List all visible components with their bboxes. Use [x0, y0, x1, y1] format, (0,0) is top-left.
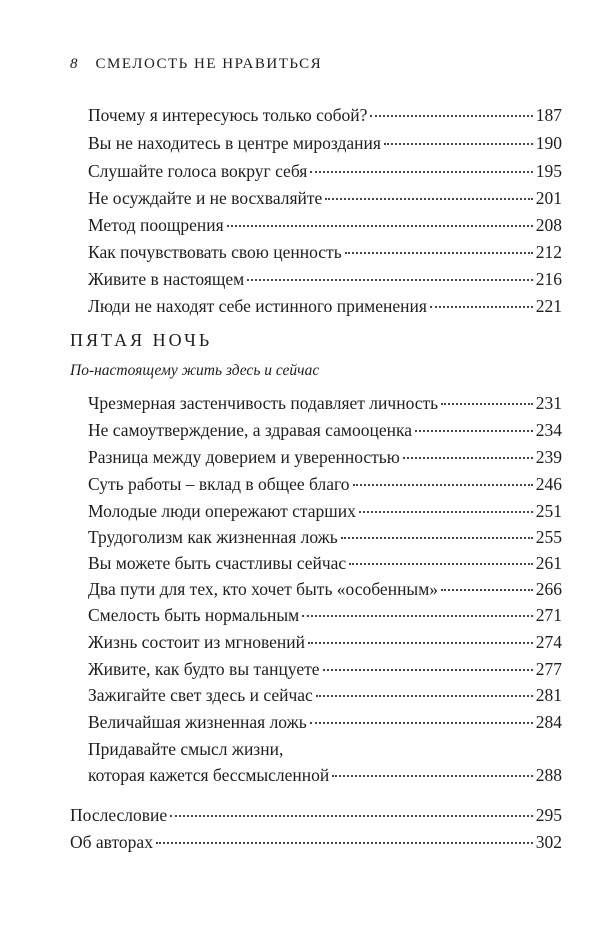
toc-entry-title: Живите, как будто вы танцуете	[88, 659, 320, 679]
toc-entry	[88, 419, 562, 441]
toc-entry-page: 277	[535, 659, 562, 679]
dot-leader	[310, 721, 533, 724]
dot-leader	[403, 456, 533, 459]
toc-entry-page: 302	[535, 832, 562, 852]
dot-leader	[430, 305, 533, 308]
dot-leader	[247, 278, 533, 281]
toc-entry-title: Разница между доверием и уверенностью	[88, 447, 400, 467]
toc-entry-page: 261	[535, 553, 562, 573]
dot-leader	[156, 841, 533, 844]
dot-leader	[441, 588, 533, 591]
toc-entry	[88, 160, 562, 182]
toc-entry-title: Живите в настоящем	[88, 269, 245, 289]
toc-entry-title: Зажигайте свет здесь и сейчас	[88, 685, 313, 705]
toc-entry-page: 195	[535, 161, 562, 181]
toc-entry-page: 266	[535, 579, 562, 599]
toc-entry-page: 234	[535, 420, 562, 440]
toc-entry	[88, 241, 562, 263]
toc-entry	[88, 473, 562, 495]
dot-leader	[441, 402, 533, 405]
toc-entry	[88, 631, 562, 653]
toc-entry-page: 190	[535, 133, 562, 153]
toc-entry-page: 187	[535, 105, 562, 125]
dot-leader	[349, 562, 533, 565]
toc-entry-title: Люди не находят себе истинного применения	[88, 296, 427, 316]
toc-entry-title: которая кажется бессмысленной	[88, 765, 330, 785]
toc-entry	[88, 658, 562, 680]
toc-entry-page: 288	[535, 765, 562, 785]
toc-entry-title: Послесловие	[70, 805, 168, 825]
toc-entry	[88, 711, 562, 733]
dot-leader	[345, 251, 533, 254]
dot-leader	[308, 641, 533, 644]
toc-entry-page: 231	[535, 393, 562, 413]
dot-leader	[353, 483, 533, 486]
toc-entry-page: 281	[535, 685, 562, 705]
toc-entry	[88, 214, 562, 236]
toc-entry	[88, 500, 562, 522]
toc-entry	[88, 392, 562, 414]
dot-leader	[302, 614, 532, 617]
chapter-title: ПЯТАЯ НОЧЬ	[70, 330, 213, 350]
dot-leader	[370, 114, 532, 117]
dot-leader	[341, 536, 533, 539]
page-number: 8	[70, 56, 78, 72]
toc-entry-title: Не осуждайте и не восхваляйте	[88, 188, 323, 208]
toc-entry	[70, 804, 562, 826]
toc-entry-page: 255	[535, 527, 562, 547]
toc-entry-page: 295	[535, 805, 562, 825]
dot-leader	[332, 774, 532, 777]
dot-leader	[316, 694, 533, 697]
chapter-subtitle: По-настоящему жить здесь и сейчас	[70, 362, 320, 379]
running-header	[70, 56, 322, 73]
dot-leader	[170, 814, 533, 817]
toc-entry	[88, 104, 562, 126]
dot-leader	[415, 429, 533, 432]
dot-leader	[384, 142, 533, 145]
book-title: СМЕЛОСТЬ НЕ НРАВИТЬСЯ	[95, 56, 323, 72]
toc-entry	[88, 268, 562, 290]
toc-entry-page: 201	[535, 188, 562, 208]
toc-entry	[88, 552, 562, 574]
toc-entry	[88, 132, 562, 154]
toc-entry-title: Вы не находитесь в центре мироздания	[88, 133, 381, 153]
dot-leader	[227, 224, 533, 227]
toc-entry	[88, 526, 562, 548]
toc-entry-title: Трудоголизм как жизненная ложь	[88, 527, 338, 547]
toc-entry-page: 212	[535, 242, 562, 262]
toc-entry-title: Два пути для тех, кто хочет быть «особенным»	[88, 579, 439, 599]
toc-entry-page: 246	[535, 474, 562, 494]
toc-entry-page: 271	[535, 605, 562, 625]
toc-entry-page: 216	[535, 269, 562, 289]
toc-entry-title: Чрезмерная застенчивость подавляет личность	[88, 393, 439, 413]
toc-entry	[88, 295, 562, 317]
toc-entry	[88, 446, 562, 468]
toc-entry-line1: Придавайте смысл жизни,	[88, 739, 284, 759]
toc-entry	[88, 578, 562, 600]
toc-entry-title: Величайшая жизненная ложь	[88, 712, 307, 732]
toc-entry-title: Вы можете быть счастливы сейчас	[88, 553, 347, 573]
dot-leader	[323, 668, 533, 671]
toc-entry-page: 221	[535, 296, 562, 316]
toc-entry-title: Смелость быть нормальным	[88, 605, 300, 625]
toc-entry	[88, 764, 562, 786]
toc-entry-title: Молодые люди опережают старших	[88, 501, 356, 521]
toc-entry-page: 239	[535, 447, 562, 467]
toc-entry	[88, 604, 562, 626]
dot-leader	[325, 197, 532, 200]
toc-entry	[88, 684, 562, 706]
toc-entry-title: Суть работы – вклад в общее благо	[88, 474, 350, 494]
toc-entry-title: Почему я интересуюсь только собой?	[88, 105, 368, 125]
toc-entry-page: 284	[535, 712, 562, 732]
toc-entry	[88, 187, 562, 209]
toc-entry-title: Об авторах	[70, 832, 153, 852]
toc-entry-title: Не самоутверждение, а здравая самооценка	[88, 420, 412, 440]
toc-entry-title: Слушайте голоса вокруг себя	[88, 161, 308, 181]
dot-leader	[310, 170, 532, 173]
toc-entry-title: Метод поощрения	[88, 215, 224, 235]
toc-entry-title: Как почувствовать свою ценность	[88, 242, 342, 262]
dot-leader	[359, 510, 533, 513]
toc-entry	[70, 831, 562, 853]
toc-entry-page: 251	[535, 501, 562, 521]
toc-entry-page: 208	[535, 215, 562, 235]
toc-entry-page: 274	[535, 632, 562, 652]
toc-entry-title: Жизнь состоит из мгновений	[88, 632, 305, 652]
